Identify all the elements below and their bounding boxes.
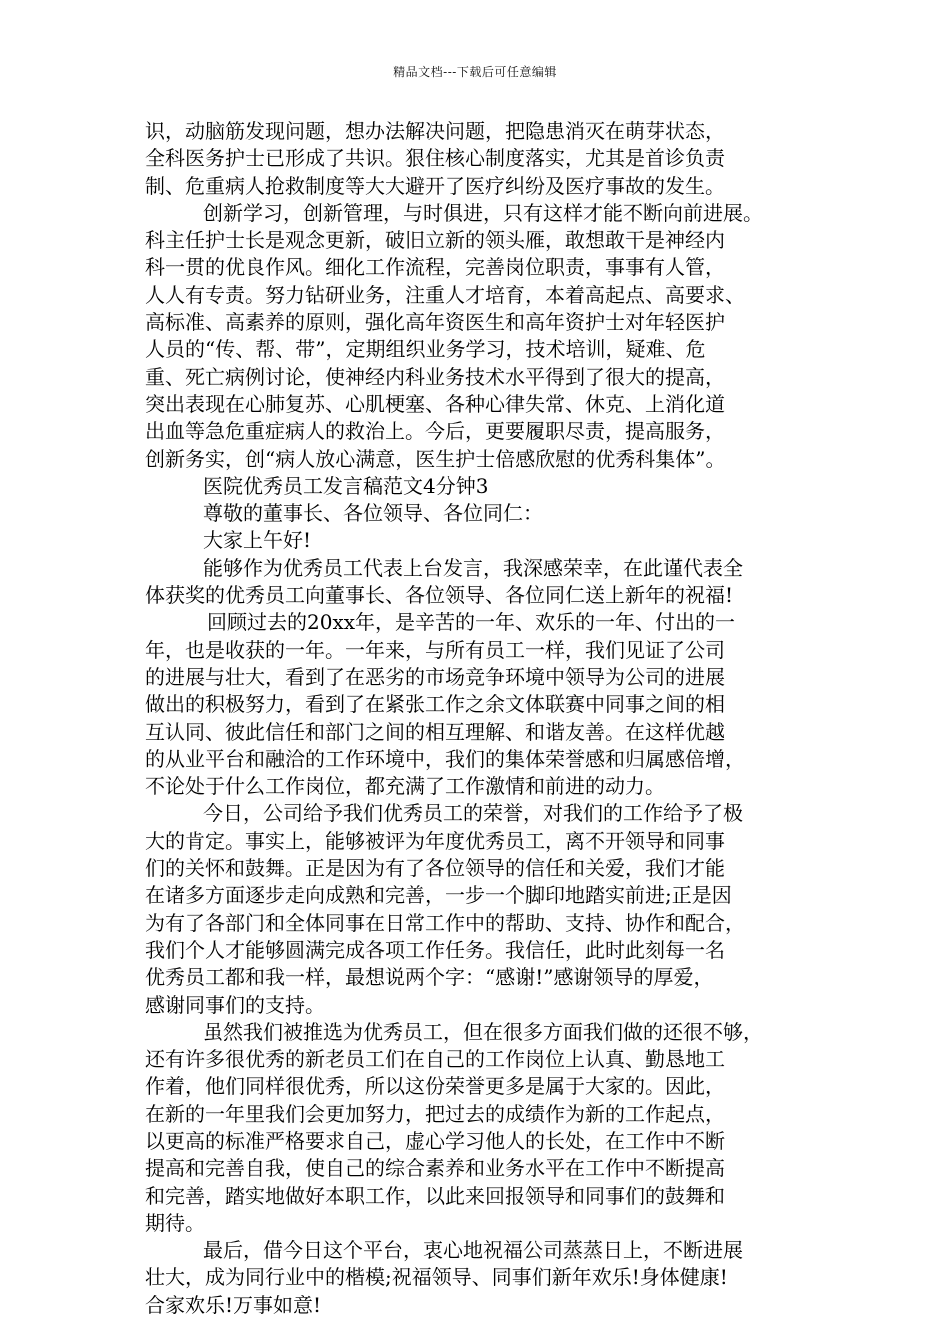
- text-line: 年，也是收获的一年。一年来，与所有员工一样，我们见证了公司: [145, 637, 725, 662]
- text-line: 科一贯的优良作风。细化工作流程，完善岗位职责，事事有人管，: [145, 255, 725, 280]
- text-line: 尊敬的董事长、各位领导、各位同仁：: [203, 501, 543, 526]
- page-header: 精品文档---下载后可任意编辑: [393, 65, 557, 79]
- text-line: 大的肯定。事实上，能够被评为年度优秀员工，离不开领导和同事: [145, 828, 725, 853]
- text-line: 出血等急危重症病人的救治上。今后，更要履职尽责，提高服务，: [145, 419, 725, 444]
- text-line: 合家欢乐!万事如意!: [145, 1292, 322, 1317]
- text-line: 人人有专责。努力钻研业务，注重人才培育，本着高起点、高要求、: [145, 282, 745, 307]
- text-line: 最后，借今日这个平台，衷心地祝福公司蒸蒸日上，不断进展: [203, 1238, 743, 1263]
- text-line: 作着，他们同样很优秀，所以这份荣誉更多是属于大家的。因此，: [145, 1074, 725, 1099]
- text-line: 科主任护士长是观念更新，破旧立新的领头雁，敢想敢干是神经内: [145, 228, 725, 253]
- text-line: 优秀员工都和我一样，最想说两个字：“感谢!”感谢领导的厚爱，: [145, 965, 714, 990]
- text-line: 不论处于什么工作岗位，都充满了工作激情和前进的动力。: [145, 774, 665, 799]
- text-line: 大家上午好!: [203, 528, 312, 553]
- text-line: 能够作为优秀员工代表上台发言，我深感荣幸，在此谨代表全: [203, 555, 743, 580]
- text-line: 制、危重病人抢救制度等大大避开了医疗纠纷及医疗事故的发生。: [145, 173, 725, 198]
- text-line: 壮大，成为同行业中的楷模;祝福领导、同事们新年欢乐!身体健康!: [145, 1265, 728, 1290]
- text-line: 的进展与壮大，看到了在恶劣的市场竞争环境中领导为公司的进展: [145, 664, 725, 689]
- text-line: 提高和完善自我，使自己的综合素养和业务水平在工作中不断提高: [145, 1156, 725, 1181]
- text-line: 在诸多方面逐步走向成熟和完善，一步一个脚印地踏实前进;正是因: [145, 883, 732, 908]
- text-line: 的从业平台和融洽的工作环境中，我们的集体荣誉感和归属感倍增，: [145, 746, 745, 771]
- text-line: 我们个人才能够圆满完成各项工作任务。我信任，此时此刻每一名: [145, 937, 725, 962]
- text-line: 创新务实，创“病人放心满意，医生护士倍感欣慰的优秀科集体”。: [145, 446, 726, 471]
- text-line: 们的关怀和鼓舞。正是因为有了各位领导的信任和关爱，我们才能: [145, 856, 725, 881]
- text-line: 以更高的标准严格要求自己，虚心学习他人的长处，在工作中不断: [145, 1128, 725, 1153]
- text-line: 感谢同事们的支持。: [145, 992, 325, 1017]
- text-line: 为有了各部门和全体同事在日常工作中的帮助、支持、协作和配合，: [145, 910, 745, 935]
- text-line: 识，动脑筋发现问题，想办法解决问题，把隐患消灭在萌芽状态，: [145, 119, 725, 143]
- text-line: 虽然我们被推选为优秀员工，但在很多方面我们做的还很不够，: [203, 1019, 763, 1044]
- text-line: 医院优秀员工发言稿范文4分钟3: [203, 473, 489, 498]
- text-line: 重、死亡病例讨论，使神经内科业务技术水平得到了很大的提高，: [145, 364, 725, 389]
- text-line: 还有许多很优秀的新老员工们在自己的工作岗位上认真、勤恳地工: [145, 1047, 725, 1072]
- text-line: 突出表现在心肺复苏、心肌梗塞、各种心律失常、休克、上消化道: [145, 391, 725, 416]
- text-line: 期待。: [145, 1210, 205, 1235]
- document-body: [145, 118, 813, 1319]
- text-line: 在新的一年里我们会更加努力，把过去的成绩作为新的工作起点，: [145, 1101, 725, 1126]
- text-line: 互认同、彼此信任和部门之间的相互理解、和谐友善。在这样优越: [145, 719, 725, 744]
- text-line: 回顾过去的20xx年，是辛苦的一年、欢乐的一年、付出的一: [207, 610, 736, 635]
- text-line: 做出的积极努力，看到了在紧张工作之余文体联赛中同事之间的相: [145, 692, 725, 717]
- text-line: 创新学习，创新管理，与时俱进，只有这样才能不断向前进展。: [203, 200, 763, 225]
- text-line: 全科医务护士已形成了共识。狠住核心制度落实，尤其是首诊负责: [145, 146, 725, 171]
- text-line: 高标准、高素养的原则，强化高年资医生和高年资护士对年轻医护: [145, 310, 725, 335]
- text-line: 和完善，踏实地做好本职工作，以此来回报领导和同事们的鼓舞和: [145, 1183, 725, 1208]
- text-line: 人员的“传、帮、带”，定期组织业务学习，技术培训，疑难、危: [145, 337, 706, 362]
- text-line: 今日，公司给予我们优秀员工的荣誉，对我们的工作给予了极: [203, 801, 743, 826]
- text-line: 体获奖的优秀员工向董事长、各位领导、各位同仁送上新年的祝福!: [145, 583, 734, 608]
